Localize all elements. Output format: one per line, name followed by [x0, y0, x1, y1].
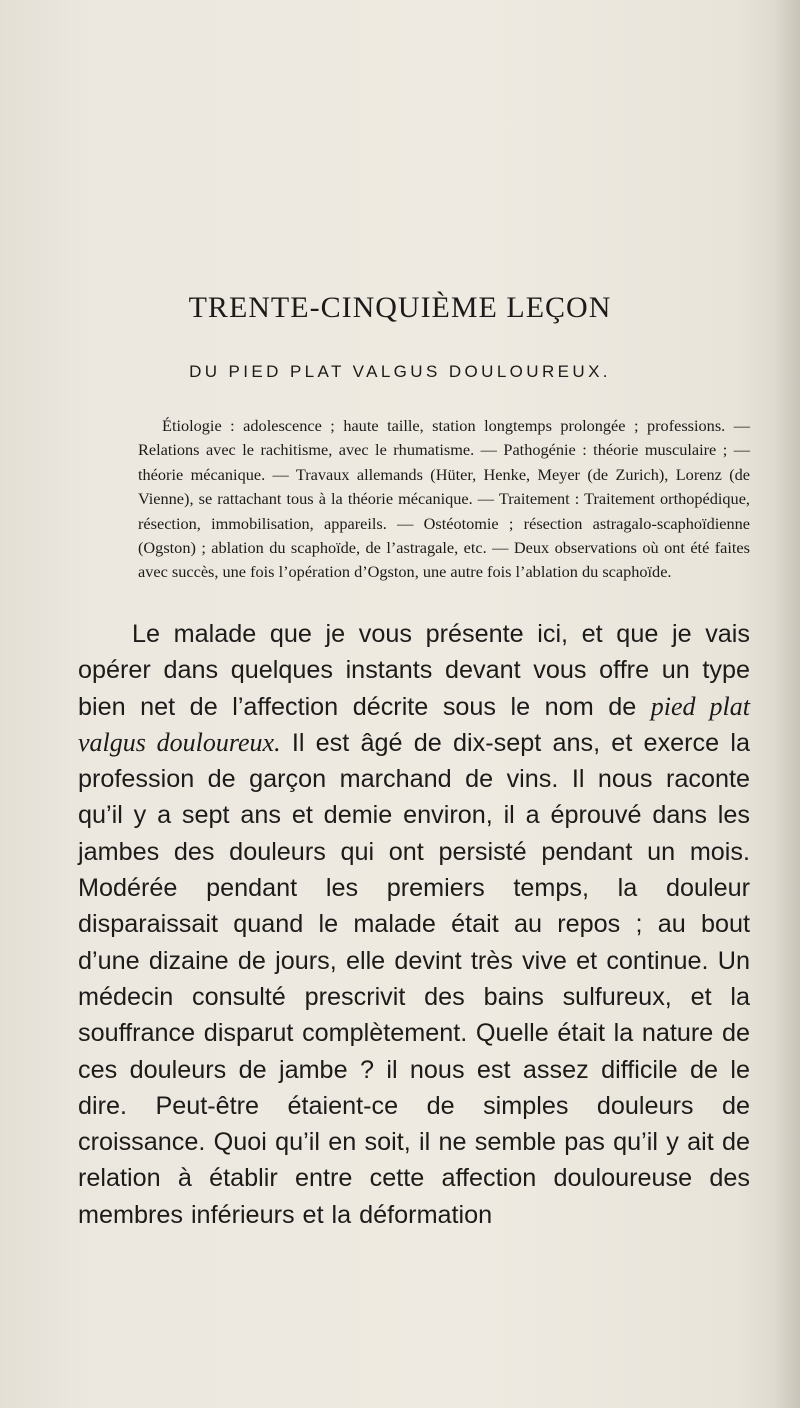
- body-emphasis-term: pied plat valgus douloureux.: [78, 691, 750, 757]
- lesson-title: TRENTE-CINQUIÈME LEÇON: [188, 291, 612, 324]
- chapter-summary: Étiologie : adolescence ; haute taille, station longtemps prolongée ; professions. — Relations avec le rachitisme, avec le rhumatisme. — Pathogénie : théorie musculaire ; — théorie mécanique. — Travaux allemands (Hüter, Henke, Meyer (de Zurich), Lorenz (de Vienne), se rattachant tous à la théorie mécanique. — Traitement : Traitement orthopédique, résection, immobilisation, appareils. — Ostéotomie ; résection astragalo-scaphoïdienne (Ogston) ; ablation du scaphoïde, de l’astragale, etc. — Deux observations où ont été faites avec succès, une fois l’opération d’Ogston, une autre fois l’ablation du scaphoïde.: [138, 416, 750, 582]
- page-edge-shadow: [774, 0, 800, 1408]
- lesson-subtitle: DU PIED PLAT VALGUS DOULOUREUX.: [189, 362, 611, 381]
- body-paragraph: [78, 616, 750, 1233]
- body-text-start: Le malade que je vous présente ici, et que je vais opérer dans quelques instants devant vous offre un type bien net de l’affection décrite sous le nom de: [78, 620, 750, 721]
- body-text-continuation: Il est âgé de dix-sept ans, et exerce la profession de garçon marchand de vins. Il nous raconte qu’il y a sept ans et demie environ, il a éprouvé dans les jambes des douleurs qui ont persisté pendant un mois. Modérée pendant les premiers temps, la douleur disparaissait quand le malade était au repos ; au bout d’une dizaine de jours, elle devint très vive et continue. Un médecin consulté prescrivit des bains sulfureux, et la souffrance disparut complètement. Quelle était la nature de ces douleurs de jambe ? il nous est assez difficile de le dire. Peut-être étaient-ce de simples douleurs de croissance. Quoi qu’il en soit, il ne semble pas qu’il y ait de relation à établir entre cette affection douloureuse des membres inférieurs et la déformation: [78, 728, 750, 1229]
